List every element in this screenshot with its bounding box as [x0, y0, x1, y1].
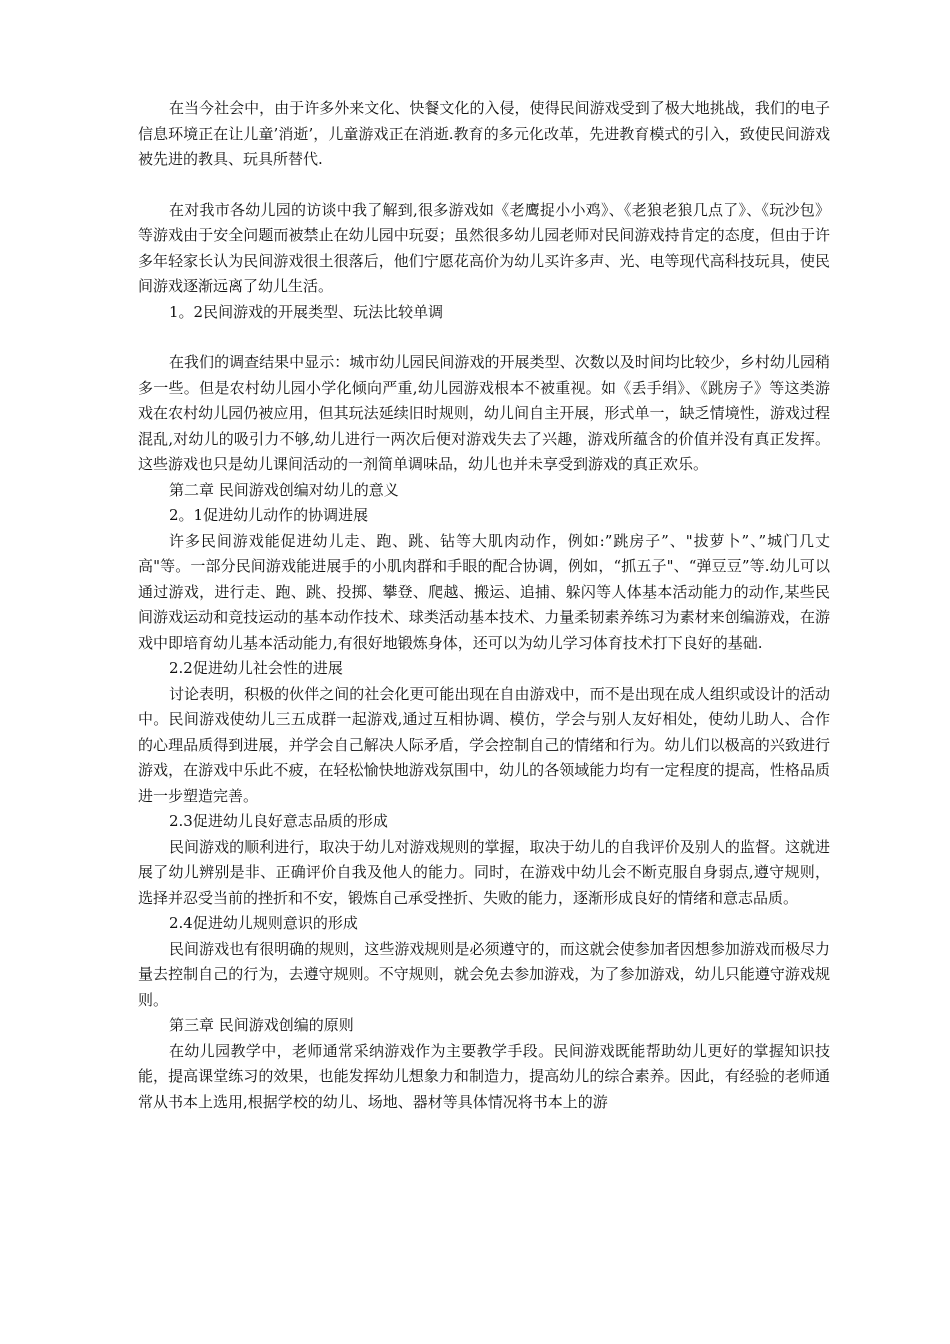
section-heading-2-2: 2.2促进幼儿社会性的进展	[169, 659, 343, 677]
section-heading-2-3: 2.3促进幼儿良好意志品质的形成	[169, 812, 388, 830]
paragraph-teaching-principles: 在幼儿园教学中，老师通常采纳游戏作为主要教学手段。民间游戏既能帮助幼儿更好的掌握知识技能，提高课堂练习的效果，也能发挥幼儿想象力和制造力，提高幼儿的综合素养。因此，有经验的老师通常从书本上选用,根据学校的幼儿、场地、器材等具体情况将书本上的游	[138, 1041, 830, 1111]
paragraph-social-development: 讨论表明，积极的伙伴之间的社会化更可能出现在自由游戏中，而不是出现在成人组织或设计的活动中。民间游戏使幼儿三五成群一起游戏,通过互相协调、模仿，学会与别人友好相处，使幼儿助人、合作的心理品质得到进展，并学会自己解决人际矛盾，学会控制自己的情绪和行为。幼儿们以极高的兴致进行游戏，在游戏中乐此不疲，在轻松愉快地游戏氛围中，幼儿的各领域能力均有一定程度的提高，性格品质进一步塑造完善。	[138, 684, 830, 805]
paragraph-survey-results: 在我们的调查结果中显示：城市幼儿园民间游戏的开展类型、次数以及时间均比较少，乡村幼儿园稍多一些。但是农村幼儿园小学化倾向严重,幼儿园游戏根本不被重视。如《丢手绢》、《跳房子》等这类游戏在农村幼儿园仍被应用，但其玩法延续旧时规则，幼儿间自主开展，形式单一，缺乏情境性，游戏过程混乱,对幼儿的吸引力不够,幼儿进行一两次后便对游戏失去了兴趣，游戏所蕴含的价值并没有真正发挥。这些游戏也只是幼儿课间活动的一剂简单调味品，幼儿也并未享受到游戏的真正欢乐。	[138, 353, 830, 473]
paragraph-kindergarten-interviews: 在对我市各幼儿园的访谈中我了解到,很多游戏如《老鹰捉小小鸡》、《老狼老狼几点了》、《玩沙包》等游戏由于安全问题而被禁止在幼儿园中玩耍；虽然很多幼儿园老师对民间游戏持肯定的态度，但由于许多年轻家长认为民间游戏很土很落后，他们宁愿花高价为幼儿买许多声、光、电等现代高科技玩具，使民间游戏逐渐远离了幼儿生活。	[138, 200, 830, 295]
paragraph-will-quality: 民间游戏的顺利进行，取决于幼儿对游戏规则的掌握，取决于幼儿的自我评价及别人的监督。这就进展了幼儿辨别是非、正确评价自我及他人的能力。同时，在游戏中幼儿会不断克服自身弱点,遵守规则，选择并忍受当前的挫折和不安，锻炼自己承受挫折、失败的能力，逐渐形成良好的情绪和意志品质。	[138, 837, 830, 907]
chapter-heading-3: 第三章 民间游戏创编的原则	[169, 1016, 354, 1034]
section-heading-2-1: 2。1促进幼儿动作的协调进展	[169, 506, 369, 524]
paragraph-media-impact: 在当今社会中，由于许多外来文化、快餐文化的入侵，使得民间游戏受到了极大地挑战，我们的电子信息环境正在让儿童’消逝’，儿童游戏正在消逝.教育的多元化改革，先进教育模式的引入，致使民间游戏被先进的教具、玩具所替代.	[138, 99, 830, 168]
paragraph-motor-development: 许多民间游戏能促进幼儿走、跑、跳、钻等大肌肉动作，例如:”跳房子”、"拔萝卜”、”城门几丈高"等。一部分民间游戏能进展手的小肌肉群和手眼的配合协调，例如，“抓五子"、“弹豆豆”等.幼儿可以通过游戏，进行走、跑、跳、投掷、攀登、爬越、搬运、追捕、躲闪等人体基本活动能力的动作,某些民间游戏运动和竞技运动的基本动作技术、球类活动基本技术、力量柔韧素养练习为素材来创编游戏，在游戏中即培育幼儿基本活动能力,有很好地锻炼身体，还可以为幼儿学习体育技术打下良好的基础.	[138, 531, 830, 652]
document-page	[138, 96, 830, 1115]
paragraph-rule-awareness: 民间游戏也有很明确的规则，这些游戏规则是必须遵守的，而这就会使参加者因想参加游戏而极尽力量去控制自己的行为，去遵守规则。不守规则，就会免去参加游戏，为了参加游戏，幼儿只能遵守游戏规则。	[138, 939, 830, 1009]
chapter-heading-2: 第二章 民间游戏创编对幼儿的意义	[169, 480, 399, 499]
section-heading-1-2: 1。2民间游戏的开展类型、玩法比较单调	[169, 302, 444, 321]
section-heading-2-4: 2.4促进幼儿规则意识的形成	[169, 914, 358, 932]
